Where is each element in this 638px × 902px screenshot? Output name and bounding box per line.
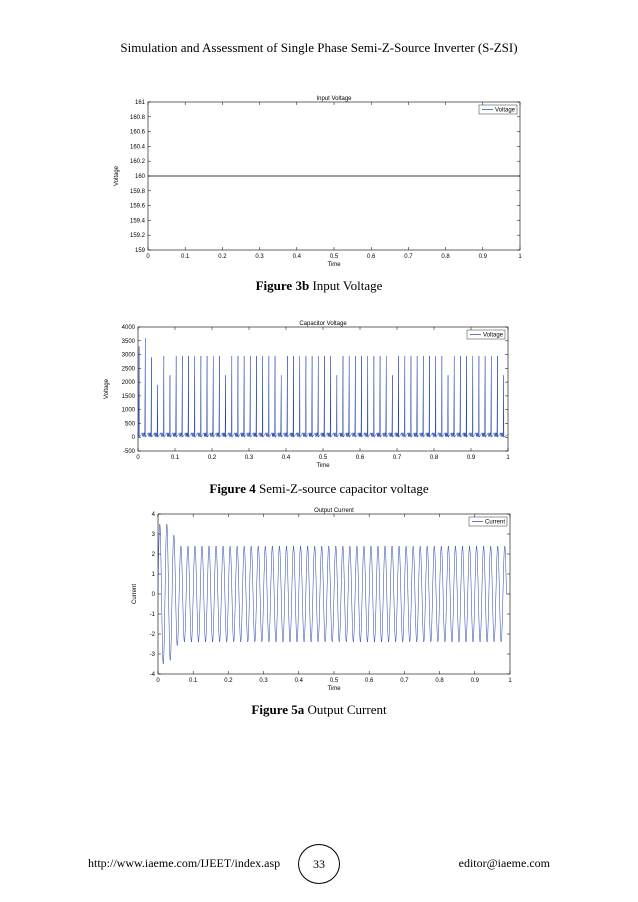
chart-title: Output Current [314,508,354,514]
x-tick-label: 0.5 [318,455,328,461]
y-tick-label: 159.4 [129,218,145,225]
x-tick-label: 0.6 [365,678,374,684]
y-tick-label: 159.2 [129,233,145,240]
x-axis-label: Time [327,262,341,267]
capacitor-voltage-svg [100,317,520,472]
x-tick-label: 0.7 [400,678,409,684]
x-tick-label: 0.2 [224,678,233,684]
figure-5a-caption [0,702,638,718]
legend-label: Voltage [483,332,504,339]
y-tick-label: 2500 [121,366,135,373]
x-tick-label: 0.5 [329,678,339,684]
figure-4-caption [0,481,638,497]
x-tick-label: 0.4 [292,254,301,260]
y-tick-label: 160.4 [129,144,145,151]
x-tick-label: 0.8 [441,254,450,260]
running-header: Simulation and Assessment of Single Phase Semi-Z-Source Inverter (S-ZSI) [120,40,518,55]
y-tick-label: 500 [124,421,135,428]
y-tick-label: -4 [149,672,155,678]
y-tick-label: -500 [122,449,135,455]
figure-5a-label: Figure 5a [251,702,305,717]
y-tick-label: 2000 [121,380,135,387]
chart-title: Input Voltage [316,96,352,102]
footer [0,844,638,884]
x-tick-label: 0.9 [466,455,476,461]
footer-email[interactable]: editor@iaeme.com [458,856,550,870]
y-tick-label: 159.6 [129,203,145,210]
x-tick-label: 0.8 [435,678,444,684]
x-axis-label: Time [316,463,330,469]
x-tick-label: 0 [136,455,140,461]
x-tick-label: 0.1 [189,678,198,684]
chart-title: Capacitor Voltage [299,321,347,327]
legend-label: Voltage [495,107,516,114]
legend-label: Current [485,519,506,526]
x-tick-label: 0.3 [255,254,264,260]
y-tick-label: 1000 [121,407,135,414]
x-tick-label: 1 [508,678,512,684]
input-voltage-svg [110,92,530,267]
x-axis-label: Time [327,686,341,692]
chart-output-current [128,504,523,694]
y-axis-label: Current [132,583,138,605]
plot-frame [138,327,508,451]
x-tick-label: 0.4 [281,455,291,461]
x-tick-label: 0.9 [478,254,487,260]
y-tick-label: 3000 [121,352,135,359]
x-tick-label: 0.8 [429,455,439,461]
x-tick-label: 0.2 [207,455,217,461]
y-tick-label: 160.8 [129,114,145,121]
x-tick-label: 0.2 [218,254,227,260]
y-tick-label: 3500 [121,338,135,345]
y-tick-label: 159.8 [129,188,145,195]
x-tick-label: 0.7 [392,455,402,461]
x-tick-label: 0.7 [404,254,413,260]
figure-4-label: Figure 4 [209,481,256,496]
output-current-svg [128,504,523,694]
figure-3b-label: Figure 3b [255,278,310,293]
y-tick-label: -1 [149,612,155,618]
x-tick-label: 1 [518,254,522,260]
y-tick-label: 3 [151,532,155,538]
y-axis-label: Voltage [114,165,120,187]
page-number: 33 [298,844,340,884]
figure-4-text: Semi-Z-source capacitor voltage [255,481,429,496]
y-tick-label: 159 [134,248,145,254]
chart-capacitor-voltage [100,317,520,472]
y-tick-label: 1 [151,572,155,578]
y-tick-label: -3 [149,652,155,658]
x-tick-label: 0.6 [355,455,365,461]
figure-5a-text: Output Current [304,702,387,717]
y-tick-label: 4 [151,512,155,518]
y-tick-label: 160.2 [129,159,145,166]
footer-url[interactable]: http://www.iaeme.com/IJEET/index.asp [88,856,281,870]
x-tick-label: 0.5 [329,254,339,260]
y-tick-label: 160.6 [129,129,145,136]
y-axis-label: Voltage [104,378,110,400]
y-tick-label: 4000 [121,325,135,331]
figure-3b-caption [0,278,638,294]
x-tick-label: 0.1 [181,254,190,260]
chart-input-voltage [110,92,530,267]
y-tick-label: 160 [134,174,145,180]
figure-3b-text: Input Voltage [309,278,383,293]
x-tick-label: 1 [506,455,510,461]
x-tick-label: 0.3 [259,678,268,684]
y-tick-label: 161 [134,100,145,106]
x-tick-label: 0.4 [294,678,303,684]
y-tick-label: 1500 [121,393,135,400]
y-tick-label: 2 [151,552,155,558]
x-tick-label: 0.1 [170,455,180,461]
x-tick-label: 0.6 [367,254,376,260]
x-tick-label: 0.9 [470,678,479,684]
x-tick-label: 0 [146,254,150,260]
y-tick-label: 0 [151,592,155,598]
y-tick-label: 0 [131,435,135,442]
x-tick-label: 0.3 [244,455,254,461]
x-tick-label: 0 [156,678,160,684]
y-tick-label: -2 [149,632,155,638]
